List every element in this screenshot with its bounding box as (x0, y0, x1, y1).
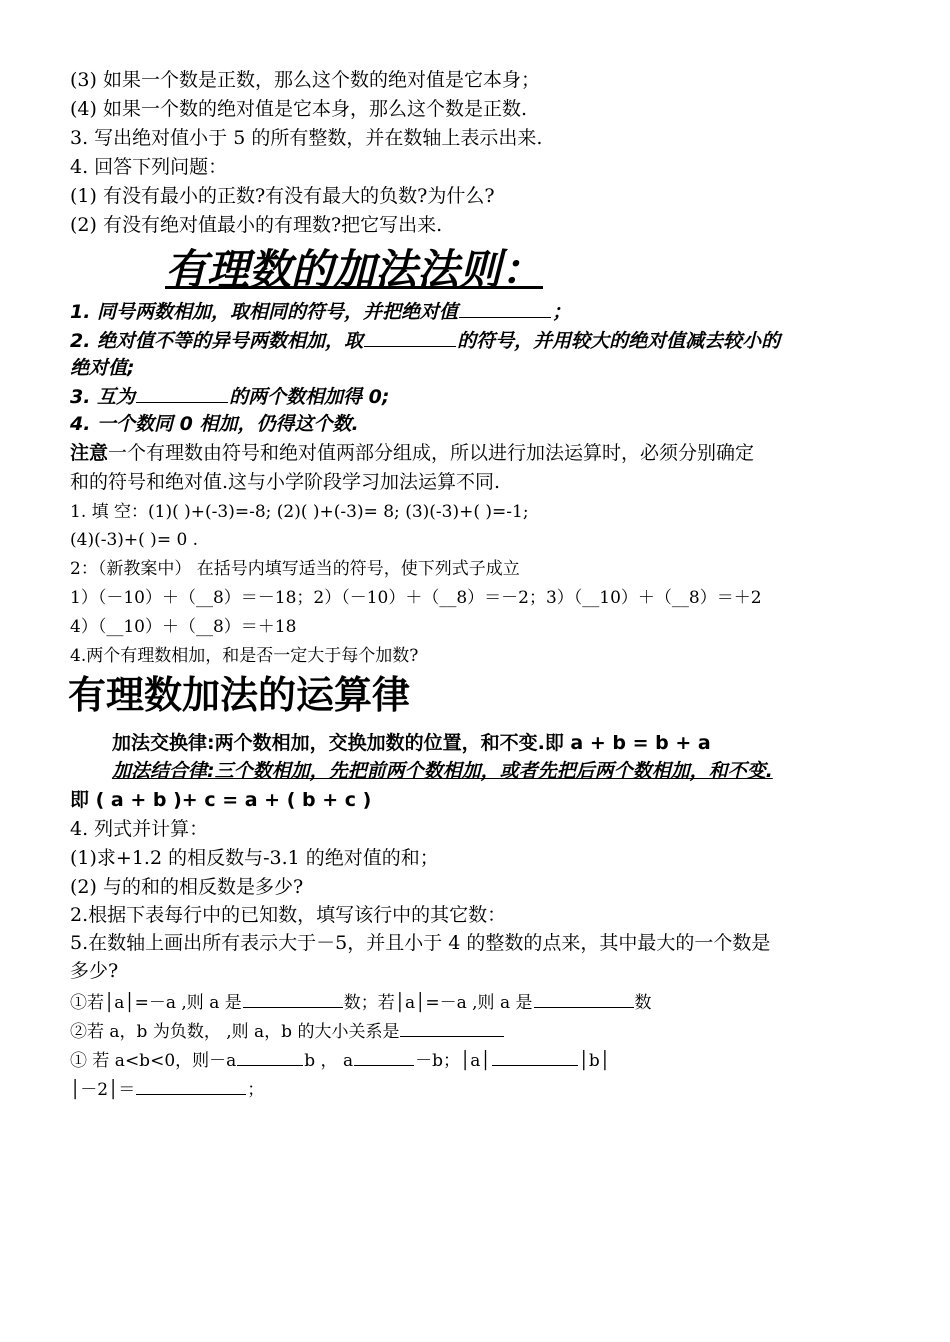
rule-2-text: 2. 绝对值不等的异号两数相加，取 (70, 330, 364, 352)
intro-line-6: (2) 有没有绝对值最小的有理数?把它写出来. (70, 214, 443, 236)
rule-1-text: 1. 同号两数相加，取相同的符号，并把绝对值 (70, 301, 459, 323)
exercise-line-2: (4)(-3)+( )= 0 . (70, 530, 199, 550)
note-line-2: 和的符号和绝对值.这与小学阶段学习加法运算不同. (70, 471, 501, 493)
abs-q3-text-c: －b；│a│ (415, 1051, 491, 1071)
intro-line-1: (3) 如果一个数是正数，那么这个数的绝对值是它本身； (70, 69, 540, 91)
abs-q3-blank-2[interactable] (354, 1047, 414, 1066)
commutative-law: 加法交换律:两个数相加，交换加数的位置，和不变.即 a + b = b + a (112, 732, 711, 754)
abs-q3-blank-3[interactable] (492, 1047, 578, 1066)
abs-q4-text: │－2│＝ (70, 1080, 136, 1100)
rule-3-text-b: 的两个数相加得 0; (229, 386, 390, 408)
rule-3-blank[interactable] (136, 384, 228, 403)
addition-rules-title: 有理数的加法法则： (165, 245, 544, 294)
abs-q1-blank-1[interactable] (243, 989, 343, 1008)
abs-q1-text-c: 数 (634, 993, 652, 1013)
abs-q3-blank-1[interactable] (237, 1047, 303, 1066)
associative-equation: 即 ( a + b )+ c = a + ( b + c ) (70, 789, 372, 811)
rule-2-blank[interactable] (364, 328, 456, 347)
note-line-1 (70, 441, 754, 465)
rule-1 (70, 299, 571, 324)
addition-laws-title: 有理数加法的运算律 (68, 673, 411, 717)
intro-line-3: 3. 写出绝对值小于 5 的所有整数，并在数轴上表示出来. (70, 127, 543, 149)
abs-q3-text-a: ① 若 a<b<0，则－a (70, 1051, 237, 1071)
abs-q1-text-a: ①若│a│=－a ,则 a 是 (70, 993, 242, 1013)
abs-question-1 (70, 989, 652, 1015)
abs-q1-blank-2[interactable] (534, 989, 634, 1008)
more-line-6: 多少? (70, 960, 119, 982)
more-line-3: (2) 与的和的相反数是多少? (70, 876, 304, 898)
abs-q2-text: ②若 a，b 为负数， ,则 a，b 的大小关系是 (70, 1022, 400, 1042)
exercise-line-1: 1. 填 空：(1)( )+(-3)=-8; (2)( )+(-3)= 8; (3)(-3)+( )=-1; (70, 502, 529, 522)
rule-3 (70, 384, 390, 409)
rule-3-text: 3. 互为 (70, 386, 136, 408)
rule-1-end: ； (552, 301, 572, 323)
exercise-line-6: 4.两个有理数相加，和是否一定大于每个加数? (70, 646, 419, 666)
rule-2-cont: 绝对值; (70, 357, 135, 379)
abs-q1-text-b: 数；若│a│=－a ,则 a 是 (343, 993, 533, 1013)
intro-line-4: 4. 回答下列问题： (70, 156, 228, 178)
associative-law: 加法结合律:三个数相加，先把前两个数相加，或者先把后两个数相加，和不变. (112, 760, 773, 782)
exercise-line-3: 2：（新教案中） 在括号内填写适当的符号，使下列式子成立 (70, 559, 520, 579)
abs-q4-blank[interactable] (136, 1076, 246, 1095)
exercise-line-4: 1）（－10）＋（__8）＝－18；2）（－10）＋（__8）＝－2；3）（__10）＋（__8）＝＋2 (70, 588, 762, 608)
abs-q3-text-b: b ， a (304, 1051, 354, 1071)
more-line-5: 5.在数轴上画出所有表示大于－5，并且小于 4 的整数的点来，其中最大的一个数是 (70, 932, 771, 954)
rule-1-blank[interactable] (459, 299, 551, 318)
more-line-1: 4. 列式并计算： (70, 818, 209, 840)
intro-line-2: (4) 如果一个数的绝对值是它本身，那么这个数是正数. (70, 98, 527, 120)
exercise-line-5: 4）（__10）＋（__8）＝＋18 (70, 617, 297, 637)
abs-question-2 (70, 1018, 505, 1044)
rule-4: 4. 一个数同 0 相加，仍得这个数. (70, 413, 359, 435)
rule-2 (70, 328, 780, 353)
more-line-2: (1)求+1.2 的相反数与-3.1 的绝对值的和； (70, 847, 439, 869)
abs-question-3 (70, 1047, 610, 1073)
note-text-a: 一个有理数由符号和绝对值两部分组成，所以进行加法运算时，必须分别确定 (108, 442, 755, 464)
abs-q4-end: ； (247, 1080, 265, 1100)
abs-q3-text-d: │b│ (578, 1051, 610, 1071)
abs-q2-blank[interactable] (400, 1018, 504, 1037)
rule-2-text-b: 的符号，并用较大的绝对值减去较小的 (457, 330, 781, 352)
more-line-4: 2.根据下表每行中的已知数，填写该行中的其它数： (70, 904, 507, 926)
intro-line-5: (1) 有没有最小的正数?有没有最大的负数?为什么? (70, 185, 495, 207)
abs-question-4 (70, 1076, 264, 1102)
note-label: 注意 (70, 442, 109, 464)
